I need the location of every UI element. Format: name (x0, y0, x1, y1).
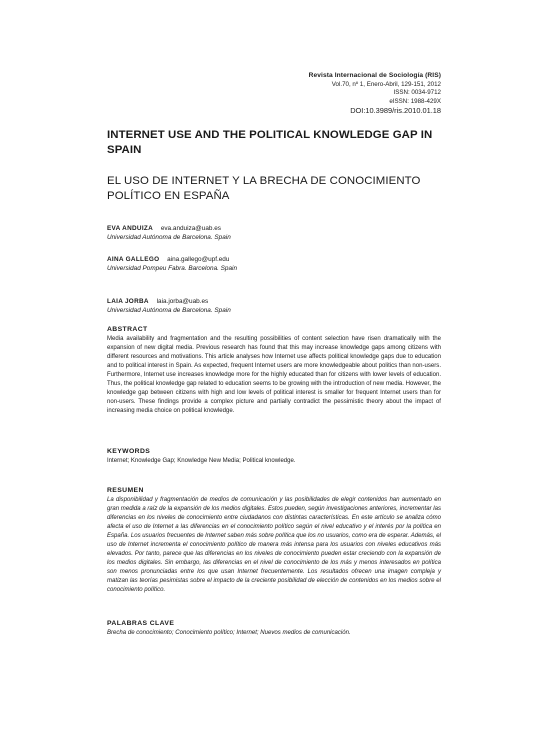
journal-name: Revista Internacional de Sociología (RIS) (308, 72, 441, 79)
author-affiliation: Universidad Autónoma de Barcelona. Spain (107, 307, 231, 314)
author-affiliation: Universidad Autónoma de Barcelona. Spain (107, 234, 231, 241)
resumen-text: La disponibilidad y fragmentación de medios de comunicación y las posibilidades de elegir contenidos han aumentado en gran medida a raíz de la expansión de los medios digitales. Estos pueden, según investigaciones anteriores, incrementar las diferencias en los niveles de conocimiento entre ciudadanos con distintas características. En este artículo se analiza cómo afecta el uso de Internet a las diferencias en el conocimiento político según el nivel educativo y el interés por la política en España. Los usuarios frecuentes de Internet saben más sobre política que los no usuarios, como era de esperar. Además, el uso de Internet incrementa el conocimiento político de manera más intensa para los usuarios con niveles educativos más elevados. Por tanto, parece que las diferencias en los niveles de conocimiento pueden estar creciendo con la expansión de los medios digitales. Sin embargo, las diferencias en el nivel de conocimiento de los más y menos interesados en política son menos pronunciadas entre los que usan Internet frecuentemente. Los resultados ofrecen una imagen compleja y matizan las teorías pesimistas sobre el impacto de la creciente posibilidad de elección de contenidos en los medios sobre el conocimiento político. (107, 497, 442, 594)
journal-volume: Vol.70, nº 1, Enero-Abril, 129-151, 2012 (331, 80, 441, 88)
palabras-clave-heading: PALABRAS CLAVE (107, 620, 175, 627)
author-block (107, 255, 237, 273)
author-name: EVA ANDUIZA (107, 225, 154, 232)
author-email[interactable]: aina.gallego@upf.edu (167, 256, 230, 263)
author-name: LAIA JORBA (107, 298, 149, 305)
journal-doi: DOI:10.3989/ris.2010.01.18 (350, 106, 441, 116)
keywords-text: Internet; Knowledge Gap; Knowledge New Media; Political knowledge. (107, 458, 296, 464)
author-affiliation: Universidad Pompeu Fabra. Barcelona. Spain (107, 265, 238, 272)
abstract-heading: ABSTRACT (107, 326, 148, 333)
journal-issn: ISSN: 0034-9712 (393, 89, 441, 97)
keywords-heading: KEYWORDS (107, 448, 151, 455)
abstract-text: Media availability and fragmentation and the resulting possibilities of content selection have risen dramatically with the expansion of new digital media. Previous research has found that this may increase knowledge gaps among citizens with different resources and motivations. This article analyses how Internet use affects political knowledge gaps due to education and to political interest in Spain. As expected, frequent Internet users are more knowledgeable about politics than non-users. Furthermore, Internet use increases knowledge more for the highly educated than for citizens with lower levels of education. Thus, the political knowledge gap related to education seems to be growing with the introduction of new media. However, the knowledge gap between citizens with high and low levels of political interest is smaller for frequent Internet users than for non-users. These findings provide a complex picture and partially contradict the pessimistic theory about the impact of increasing media choice on political knowledge. (107, 336, 441, 415)
palabras-clave-text: Brecha de conocimiento; Conocimiento político; Internet; Nuevos medios de comunicación. (107, 630, 351, 636)
title-english: INTERNET USE AND THE POLITICAL KNOWLEDGE GAP IN SPAIN (107, 129, 433, 156)
author-name: AINA GALLEGO (107, 256, 160, 263)
journal-eissn: eISSN: 1988-429X (389, 97, 441, 105)
author-block (107, 224, 231, 242)
journal-header (309, 72, 441, 116)
author-email[interactable]: laia.jorba@uab.es (156, 298, 209, 305)
resumen-heading: RESUMEN (107, 487, 144, 494)
author-block (107, 297, 231, 315)
author-email[interactable]: eva.anduiza@uab.es (160, 225, 221, 232)
title-spanish: EL USO DE INTERNET Y LA BRECHA DE CONOCIMIENTO POLÍTICO EN ESPAÑA (107, 175, 421, 202)
